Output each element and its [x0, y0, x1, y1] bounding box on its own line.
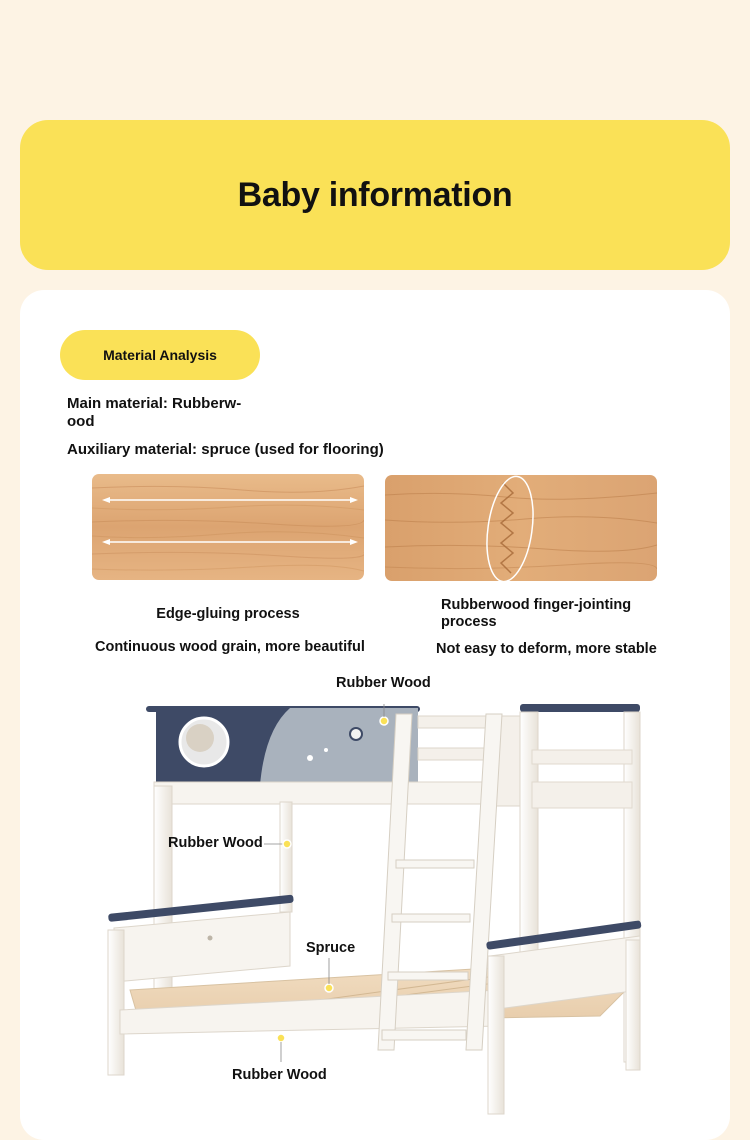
label-upper-rubber-wood: Rubber Wood: [336, 675, 431, 691]
finger-jointed-wood-image: [385, 475, 657, 581]
main-material-text: Main material: Rubberw-ood: [67, 395, 242, 430]
finger-jointing-benefit: Not easy to deform, more stable: [436, 641, 657, 657]
edge-gluing-title: Edge-gluing process: [156, 606, 300, 622]
page-title: Baby information: [237, 175, 513, 214]
label-post-rubber-wood: Rubber Wood: [168, 835, 263, 851]
bunk-bed-illustration: [100, 690, 660, 1130]
auxiliary-material-text: Auxiliary material: spruce (used for flooring): [67, 441, 384, 458]
edge-gluing-benefit: Continuous wood grain, more beautiful: [95, 639, 365, 655]
header-banner: [20, 120, 730, 270]
section-pill: Material Analysis: [60, 330, 260, 380]
label-lower-rubber-wood: Rubber Wood: [232, 1067, 327, 1083]
edge-glued-wood-image: [92, 474, 364, 580]
finger-jointing-title: Rubberwood finger-jointing process: [441, 597, 632, 630]
label-slats-spruce: Spruce: [306, 940, 356, 956]
